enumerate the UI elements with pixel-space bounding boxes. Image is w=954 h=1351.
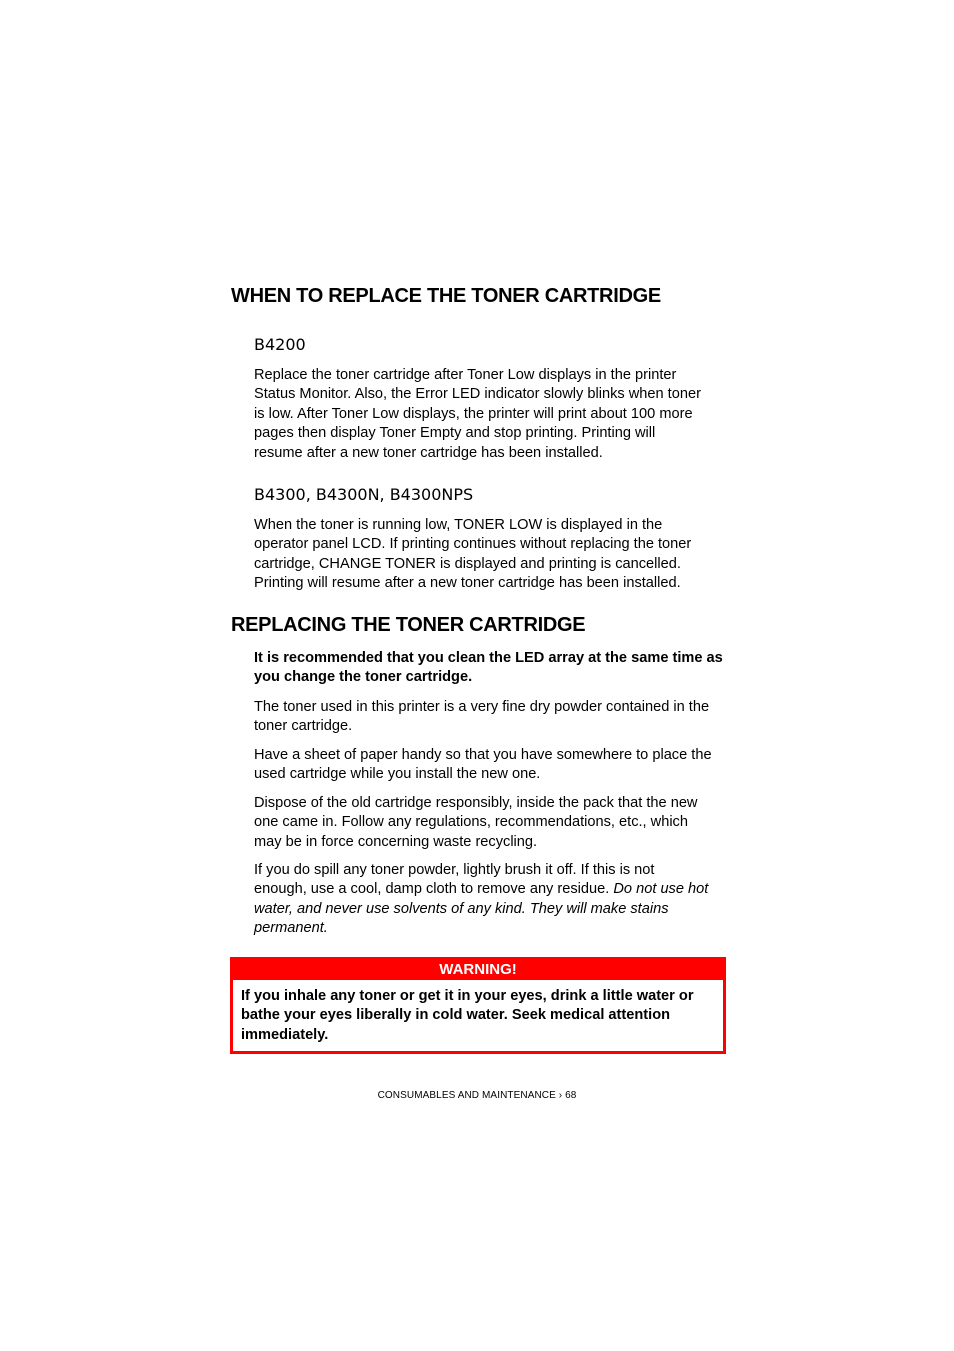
text-line: If you do spill any toner powder, lightly brush it off. If this is not (254, 862, 655, 878)
spill-paragraph (254, 861, 734, 939)
text-line: If you inhale any toner or get it in your eyes, drink a little water or (241, 988, 694, 1004)
text-line: When the toner is running low, TONER LOW is displayed in the (254, 517, 663, 533)
text-line: resume after a new toner cartridge has been installed. (254, 444, 603, 461)
text-line: permanent. (254, 920, 328, 937)
toner-powder-paragraph (254, 698, 734, 737)
warning-title: WARNING! (233, 960, 723, 980)
text-line: one came in. Follow any regulations, recommendations, etc., which (254, 814, 688, 831)
text-normal: enough, use a cool, damp cloth to remove any residue. (254, 881, 614, 898)
text-line: is low. After Toner Low displays, the printer will print about 100 more (254, 405, 693, 422)
led-array-note (254, 649, 734, 688)
section-heading-when-to-replace: WHEN TO REPLACE THE TONER CARTRIDGE (231, 285, 661, 307)
text-line: you change the toner cartridge. (254, 669, 473, 686)
warning-box (230, 957, 726, 1054)
text-line: water, and never use solvents of any kind. They will make stains (254, 900, 669, 917)
warning-message (241, 987, 717, 1045)
text-line: used cartridge while you install the new one. (254, 766, 541, 783)
b4200-paragraph (254, 366, 734, 463)
text-line: Replace the toner cartridge after Toner Low displays in the printer (254, 367, 677, 383)
text-line: toner cartridge. (254, 718, 353, 735)
text-line: operator panel LCD. If printing continues without replacing the toner (254, 536, 692, 553)
b4300-paragraph (254, 516, 734, 594)
subheading-b4200: B4200 (254, 335, 306, 354)
text-line: It is recommended that you clean the LED array at the same time as (254, 650, 723, 666)
text-line: pages then display Toner Empty and stop printing. Printing will (254, 425, 656, 442)
text-line: Status Monitor. Also, the Error LED indicator slowly blinks when toner (254, 386, 701, 403)
text-line: cartridge, CHANGE TONER is displayed and printing is cancelled. (254, 555, 681, 572)
text-line: The toner used in this printer is a very fine dry powder contained in the (254, 699, 710, 715)
subheading-b4300: B4300, B4300N, B4300NPS (254, 485, 474, 504)
text-italic: Do not use hot (613, 881, 709, 898)
page-footer: CONSUMABLES AND MAINTENANCE › 68 (377, 1090, 577, 1101)
text-line: immediately. (241, 1026, 329, 1043)
text-line: Printing will resume after a new toner cartridge has been installed. (254, 575, 681, 592)
dispose-paragraph (254, 794, 734, 852)
text-line: Have a sheet of paper handy so that you have somewhere to place the (254, 747, 712, 763)
text-line: may be in force concerning waste recycling. (254, 833, 538, 850)
text-line: Dispose of the old cartridge responsibly, inside the pack that the new (254, 795, 698, 811)
paper-handy-paragraph (254, 746, 734, 785)
text-line: bathe your eyes liberally in cold water. Seek medical attention (241, 1007, 671, 1024)
text-line (254, 880, 734, 899)
section-heading-replacing: REPLACING THE TONER CARTRIDGE (231, 614, 586, 636)
